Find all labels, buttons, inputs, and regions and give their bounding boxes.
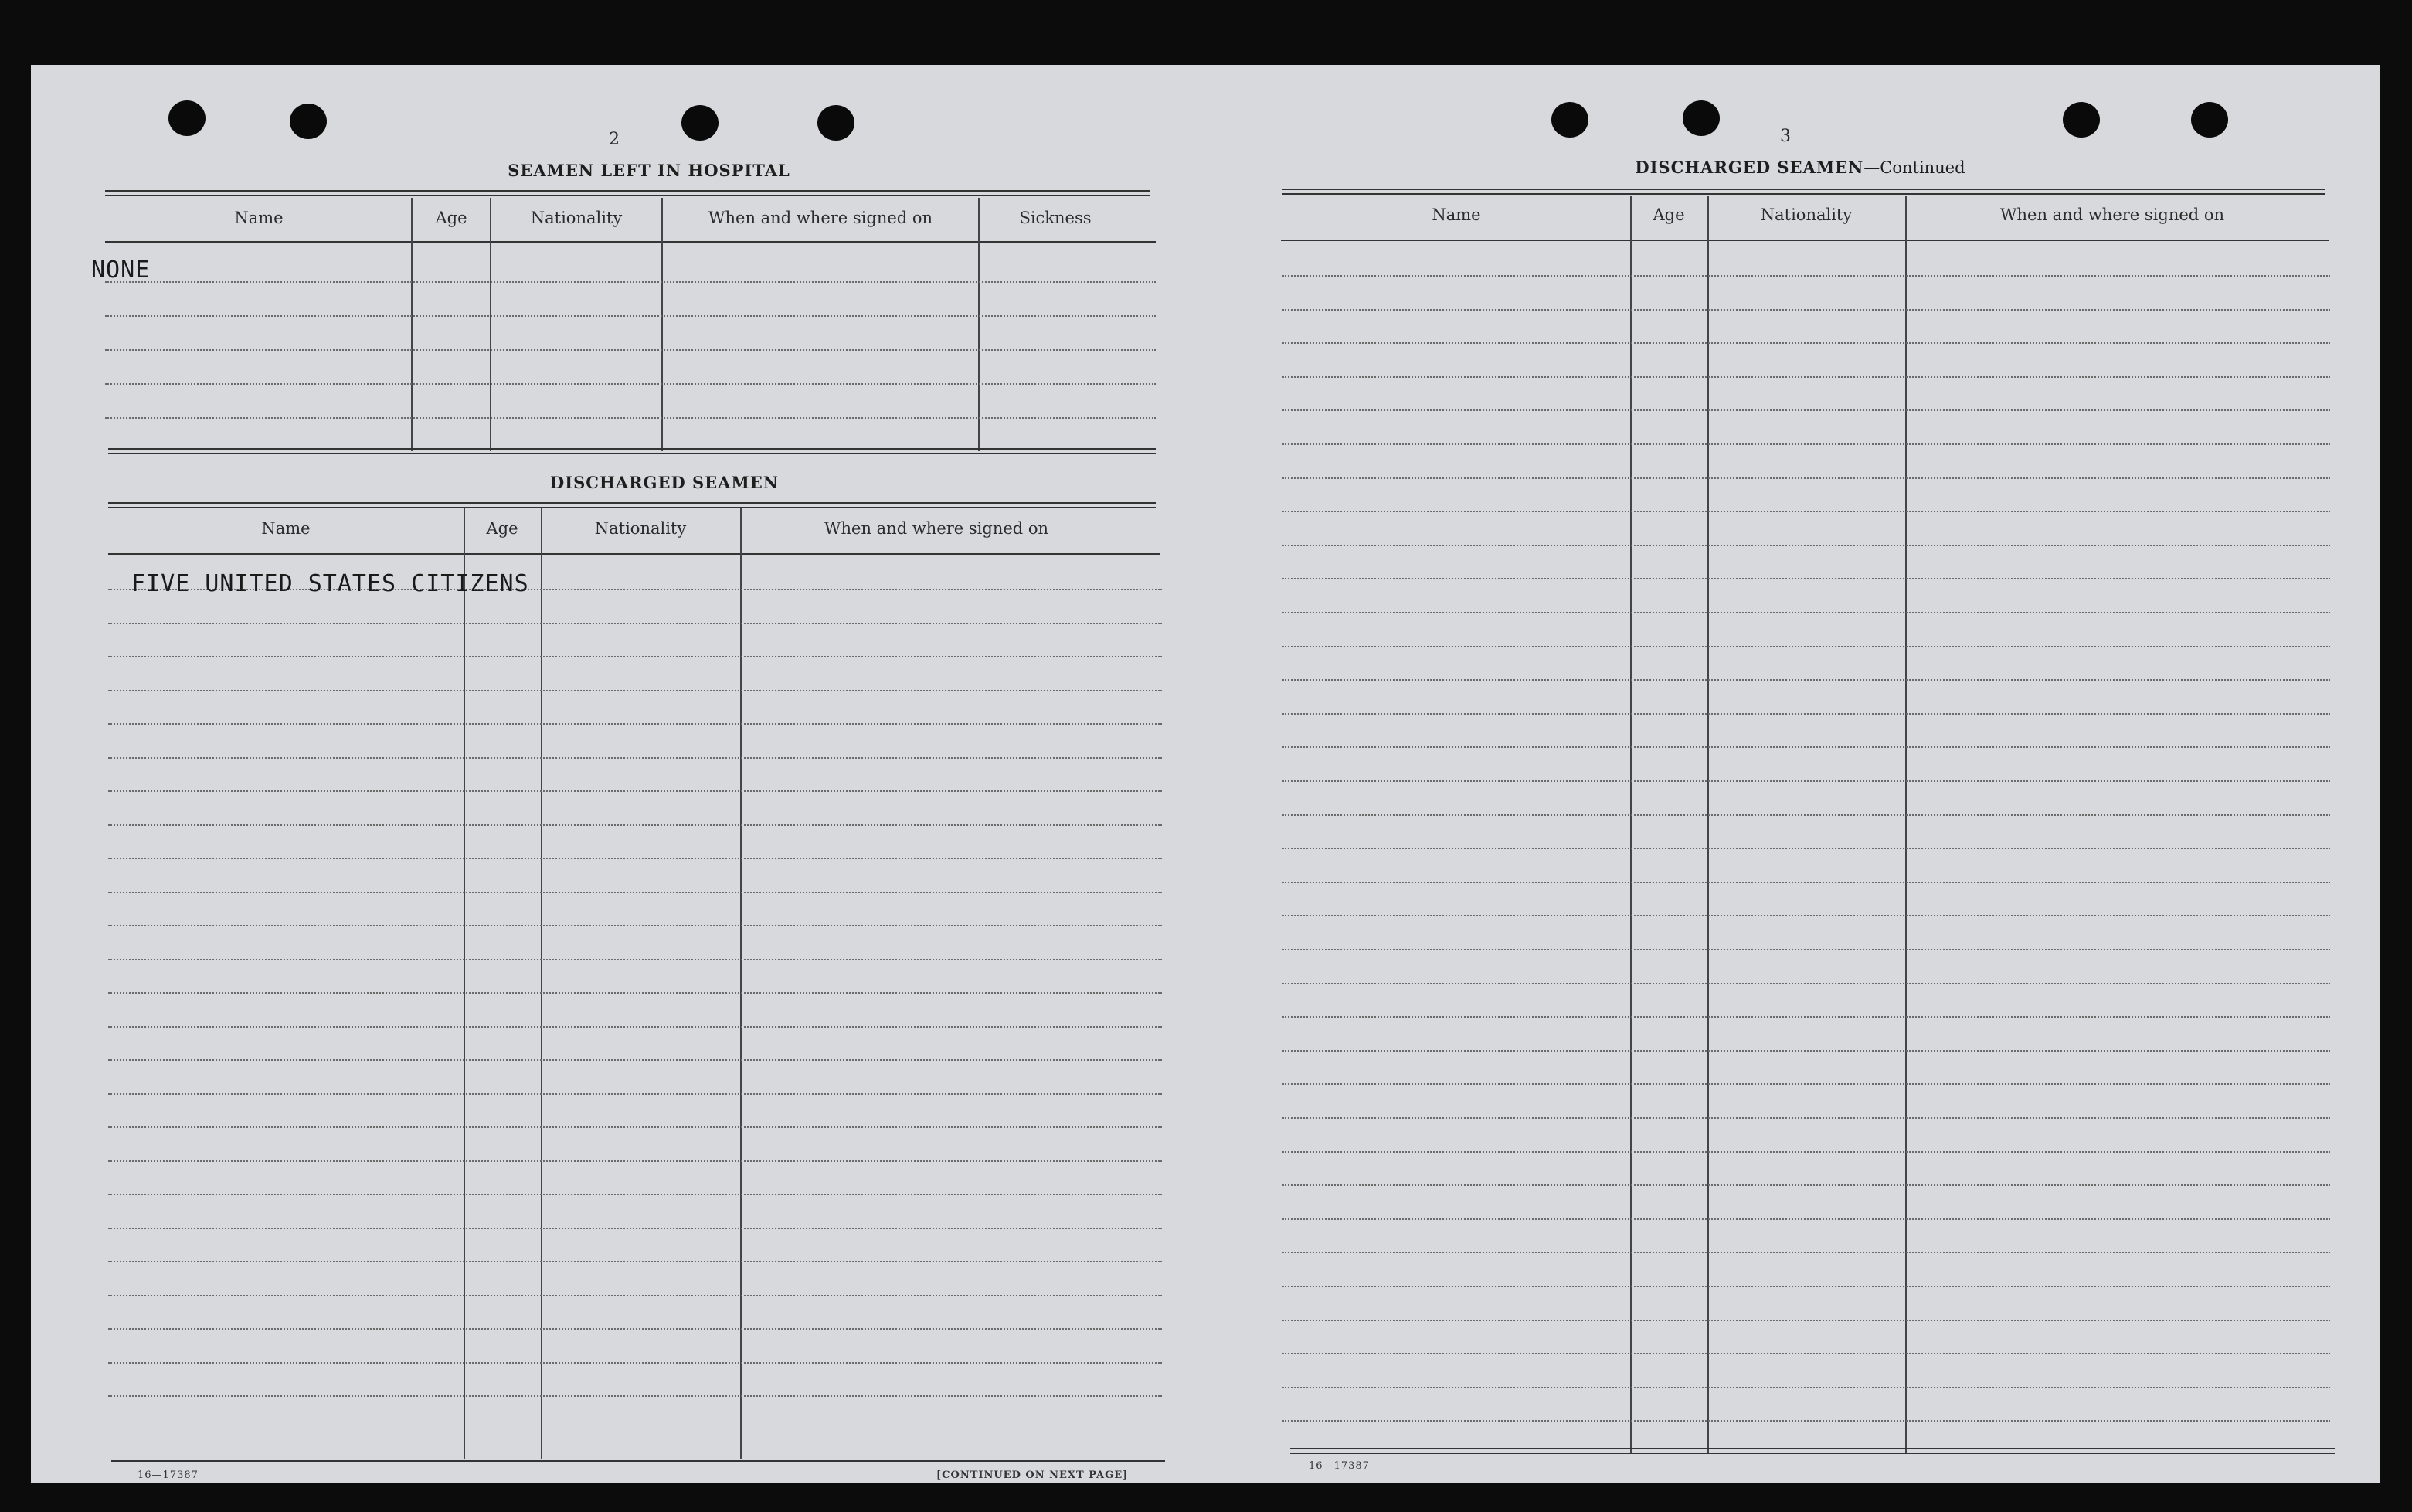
hospital-row-line: [105, 383, 1156, 385]
ruled-row-line: [108, 1194, 1162, 1195]
hospital-bottom-rule: [108, 448, 1156, 454]
hospital-col-divider: [978, 198, 980, 451]
hospital-col-divider: [411, 198, 413, 451]
right-col-age: Age: [1653, 206, 1685, 224]
ruled-row-line: [1282, 1286, 2330, 1287]
hospital-row-line: [105, 349, 1156, 351]
ruled-row-line: [1282, 1387, 2330, 1388]
ruled-row-line: [1282, 1117, 2330, 1119]
ruled-row-line: [1282, 814, 2330, 816]
ruled-row-line: [1282, 915, 2330, 916]
ruled-row-line: [1282, 983, 2330, 984]
punch-hole: [1683, 100, 1720, 136]
ruled-row-line: [1282, 646, 2330, 647]
ruled-row-line: [1282, 1320, 2330, 1321]
ruled-row-line: [1282, 679, 2330, 681]
discharged-section-title: DISCHARGED SEAMEN: [550, 473, 779, 492]
ruled-row-line: [108, 892, 1162, 893]
discharged-col-divider: [464, 508, 465, 1459]
right-section-title-main: DISCHARGED SEAMEN: [1635, 158, 1864, 177]
ruled-row-line: [108, 858, 1162, 859]
document-sheet: [31, 65, 2380, 1483]
ruled-row-line: [1282, 1151, 2330, 1153]
continued-note: [CONTINUED ON NEXT PAGE]: [936, 1470, 1129, 1481]
hospital-col-nationality: Nationality: [530, 209, 623, 227]
ruled-row-line: [1282, 1420, 2330, 1422]
ruled-row-line: [1282, 1050, 2330, 1052]
punch-hole: [817, 105, 854, 141]
left-form-number: 16—17387: [138, 1470, 199, 1481]
ruled-row-line: [108, 1059, 1162, 1061]
discharged-header-rule: [108, 553, 1160, 555]
discharged-col-divider: [541, 508, 542, 1459]
right-bottom-rule: [1290, 1448, 2335, 1454]
punch-hole: [1551, 102, 1588, 138]
right-col-divider: [1707, 196, 1709, 1453]
hospital-header-rule: [105, 241, 1156, 243]
ruled-row-line: [1282, 1218, 2330, 1220]
hospital-entry-text: NONE: [91, 257, 151, 284]
ruled-row-line: [1282, 949, 2330, 950]
ruled-row-line: [1282, 848, 2330, 849]
ruled-row-line: [1282, 1184, 2330, 1186]
ruled-row-line: [1282, 545, 2330, 546]
discharged-col-signed-on: When and where signed on: [824, 519, 1049, 538]
hospital-col-divider: [490, 198, 491, 451]
ruled-row-line: [108, 1126, 1162, 1128]
ruled-row-line: [108, 824, 1162, 826]
discharged-col-name: Name: [261, 519, 311, 538]
discharged-top-rule: [108, 502, 1156, 508]
hospital-row-line: [105, 417, 1156, 419]
ruled-row-line: [1282, 443, 2330, 445]
ruled-row-line: [108, 1160, 1162, 1162]
ruled-row-line: [108, 925, 1162, 926]
ruled-row-line: [1282, 342, 2330, 344]
ruled-row-line: [108, 757, 1162, 759]
left-page-number: 2: [609, 130, 620, 149]
punch-hole: [2191, 102, 2228, 138]
discharged-col-nationality: Nationality: [594, 519, 687, 538]
right-page-number: 3: [1780, 127, 1791, 146]
right-section-title-suffix: —Continued: [1863, 158, 1965, 177]
ruled-row-line: [108, 1395, 1162, 1397]
ruled-row-line: [108, 1328, 1162, 1330]
ruled-row-line: [108, 656, 1162, 657]
ruled-row-line: [1282, 746, 2330, 748]
ruled-row-line: [108, 623, 1162, 624]
right-col-divider: [1905, 196, 1907, 1453]
ruled-row-line: [1282, 713, 2330, 715]
hospital-row-line: [105, 315, 1156, 317]
discharged-col-age: Age: [486, 519, 518, 538]
ruled-row-line: [108, 1093, 1162, 1095]
ruled-row-line: [1282, 1083, 2330, 1085]
right-col-divider: [1630, 196, 1632, 1453]
ruled-row-line: [1282, 309, 2330, 311]
ruled-row-line: [108, 1228, 1162, 1229]
hospital-col-age: Age: [435, 209, 467, 227]
ruled-row-line: [1282, 1016, 2330, 1018]
ruled-row-line: [108, 1026, 1162, 1028]
hospital-col-sickness: Sickness: [1019, 209, 1092, 227]
ruled-row-line: [1282, 376, 2330, 378]
punch-hole: [168, 100, 206, 136]
ruled-row-line: [108, 790, 1162, 792]
hospital-col-name: Name: [234, 209, 284, 227]
hospital-row-line: [105, 281, 1156, 283]
ruled-row-line: [1282, 578, 2330, 579]
ruled-row-line: [108, 723, 1162, 725]
ruled-row-line: [108, 959, 1162, 960]
hospital-col-signed-on: When and where signed on: [708, 209, 933, 227]
ruled-row-line: [1282, 511, 2330, 512]
right-col-nationality: Nationality: [1760, 206, 1853, 224]
punch-hole: [2063, 102, 2100, 138]
punch-hole: [290, 104, 327, 139]
right-col-name: Name: [1432, 206, 1481, 224]
ruled-row-line: [1282, 1252, 2330, 1253]
right-form-number: 16—17387: [1309, 1460, 1370, 1472]
ruled-row-line: [1282, 1353, 2330, 1354]
hospital-section-title: SEAMEN LEFT IN HOSPITAL: [508, 161, 790, 180]
ruled-row-line: [108, 1295, 1162, 1296]
ruled-row-line: [1282, 275, 2330, 277]
hospital-top-rule: [105, 190, 1150, 196]
ruled-row-line: [1282, 612, 2330, 613]
ruled-row-line: [108, 992, 1162, 994]
ruled-row-line: [1282, 477, 2330, 479]
ruled-row-line: [1282, 409, 2330, 411]
right-top-rule: [1282, 189, 2325, 195]
right-header-rule: [1281, 240, 2329, 241]
ruled-row-line: [108, 1261, 1162, 1262]
right-section-title: [1499, 158, 2101, 177]
ruled-row-line: [108, 1362, 1162, 1364]
ruled-row-line: [1282, 780, 2330, 782]
punch-hole: [681, 105, 719, 141]
discharged-bottom-rule: [111, 1460, 1165, 1462]
ruled-row-line: [108, 690, 1162, 691]
ruled-row-line: [1282, 882, 2330, 883]
right-col-signed-on: When and where signed on: [1999, 206, 2225, 224]
discharged-entry-text: FIVE UNITED STATES CITIZENS: [131, 570, 529, 597]
hospital-col-divider: [661, 198, 663, 451]
discharged-col-divider: [740, 508, 742, 1459]
